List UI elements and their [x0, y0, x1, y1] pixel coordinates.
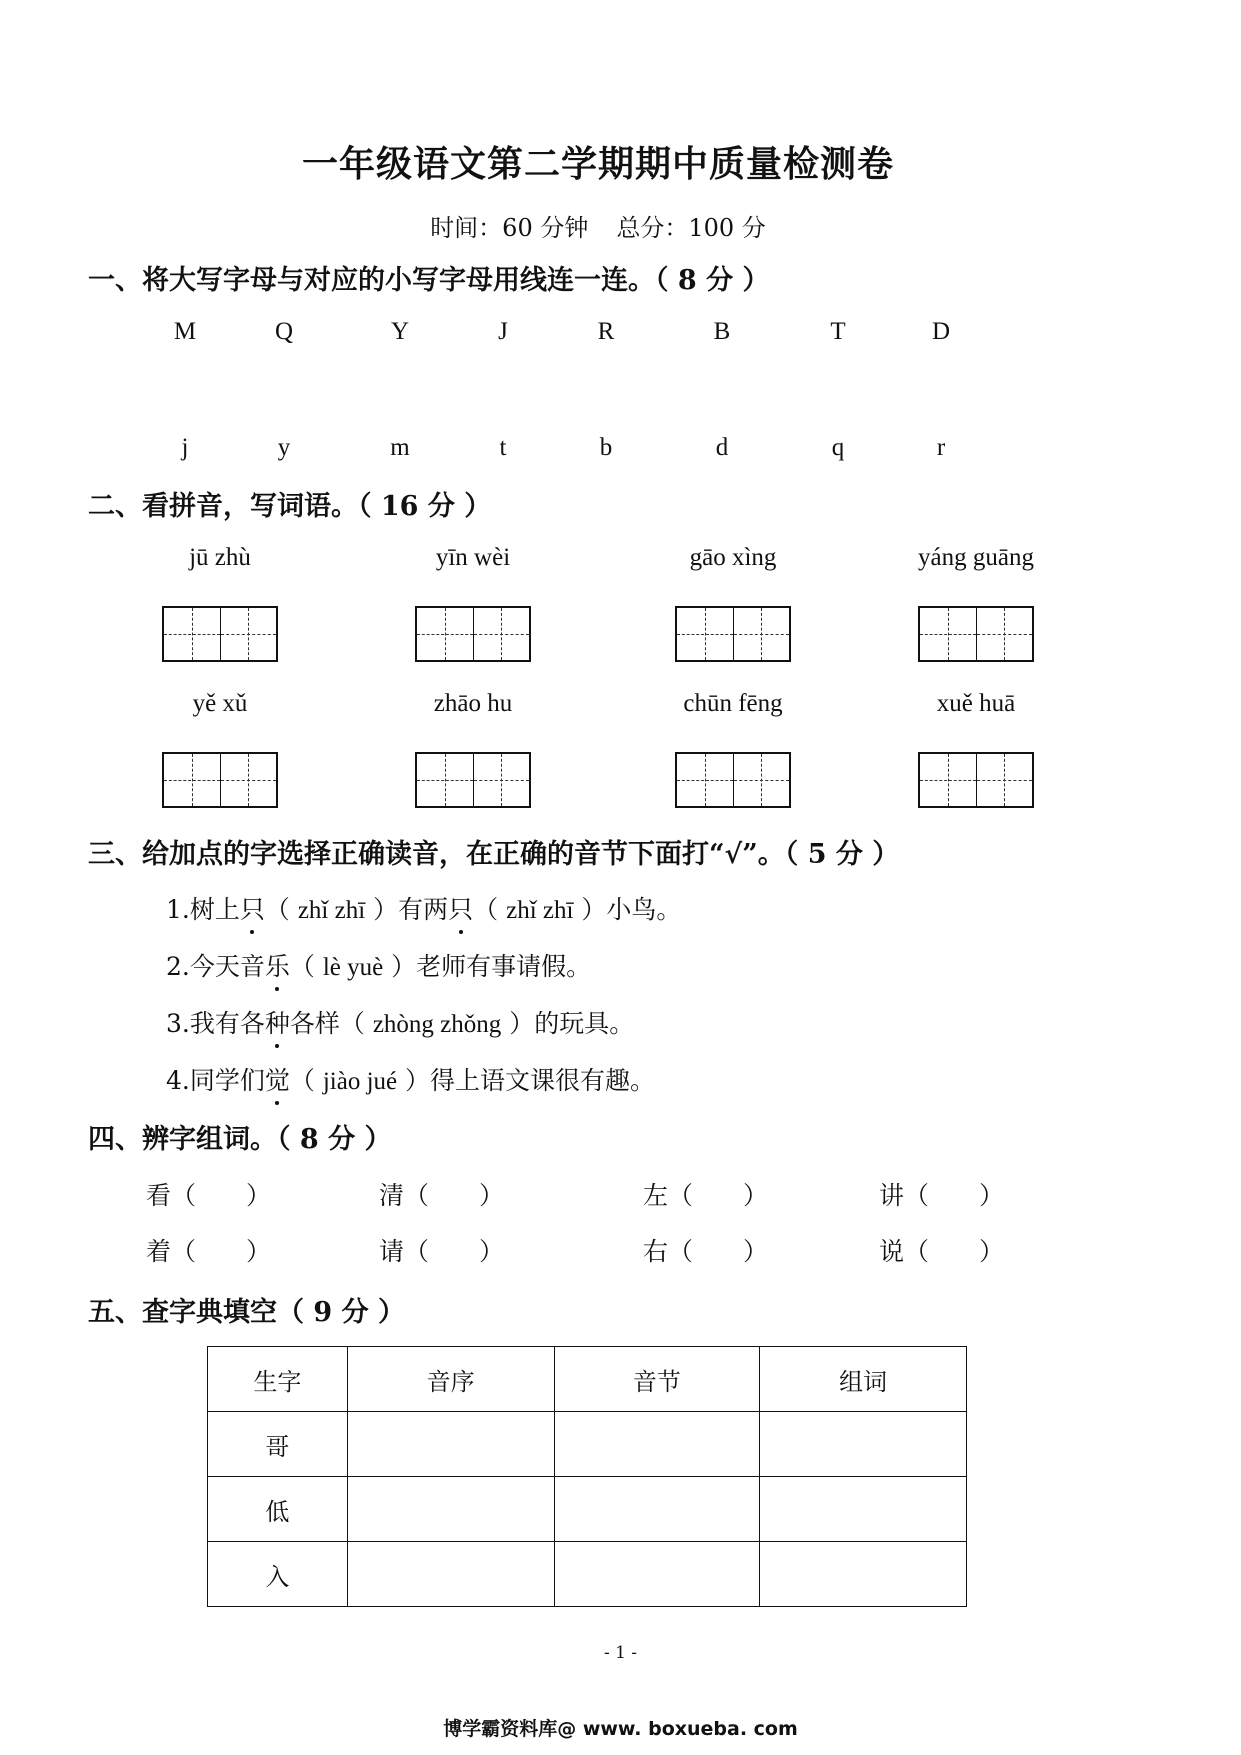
- lowercase-letter[interactable]: d: [715, 434, 729, 461]
- lowercase-letter[interactable]: y: [277, 434, 291, 461]
- word-pair-item: [379, 1176, 504, 1212]
- tian-zi-ge-cell[interactable]: [677, 754, 733, 806]
- uppercase-letter[interactable]: R: [597, 318, 615, 345]
- character-writing-box[interactable]: [675, 752, 791, 808]
- answer-blank[interactable]: （ ）: [668, 1181, 769, 1210]
- character-writing-box[interactable]: [162, 752, 278, 808]
- lowercase-letter[interactable]: r: [936, 434, 946, 461]
- pinyin-choices[interactable]: jiào jué: [322, 1068, 398, 1095]
- word-pair-item: [146, 1232, 271, 1268]
- word-pair-char: 着: [146, 1237, 172, 1266]
- answer-blank[interactable]: （ ）: [904, 1237, 1005, 1266]
- character-writing-box[interactable]: [162, 606, 278, 662]
- word-pair-char: 看: [146, 1181, 172, 1210]
- q3-item-1: 1.树上只（ zhǐ zhī ）有两只（ zhǐ zhī ）小鸟。: [166, 890, 681, 926]
- exam-total-score: 总分：100 分: [616, 214, 766, 242]
- pinyin-prompt: chūn fēng: [683, 690, 783, 717]
- q3-item-4: 4.同学们觉（ jiào jué ）得上语文课很有趣。: [166, 1061, 655, 1097]
- answer-cell[interactable]: [554, 1412, 760, 1477]
- word-pair-char: 请: [379, 1237, 405, 1266]
- tian-zi-ge-cell[interactable]: [473, 608, 530, 660]
- answer-blank[interactable]: （ ）: [404, 1181, 505, 1210]
- dotted-char: 只: [240, 890, 265, 926]
- answer-cell[interactable]: [554, 1542, 760, 1607]
- q3-item-3: 3.我有各种各样（ zhòng zhǒng ）的玩具。: [166, 1004, 634, 1040]
- table-char-cell: 入: [208, 1542, 348, 1607]
- tian-zi-ge-cell[interactable]: [920, 754, 976, 806]
- section-3-heading: 三、给加点的字选择正确读音，在正确的音节下面打“√”。（ 5 分 ）: [88, 839, 900, 870]
- lowercase-letter[interactable]: q: [831, 434, 845, 461]
- tian-zi-ge-cell[interactable]: [220, 608, 277, 660]
- character-writing-box[interactable]: [918, 752, 1034, 808]
- q3-item-2: 2.今天音乐（ lè yuè ）老师有事请假。: [166, 947, 591, 983]
- section-2-heading: 二、看拼音，写词语。（ 16 分 ）: [88, 491, 492, 522]
- lowercase-letter[interactable]: j: [181, 434, 189, 461]
- section-5-heading: 五、查字典填空（ 9 分 ）: [88, 1297, 405, 1328]
- character-writing-box[interactable]: [675, 606, 791, 662]
- table-header: 组词: [760, 1347, 967, 1412]
- section-4-heading: 四、辨字组词。（ 8 分 ）: [88, 1124, 392, 1155]
- exam-time: 时间：60 分钟: [430, 214, 589, 242]
- pinyin-prompt: zhāo hu: [433, 690, 513, 717]
- word-pair-char: 讲: [879, 1181, 905, 1210]
- tian-zi-ge-cell[interactable]: [417, 608, 473, 660]
- word-pair-item: [379, 1232, 504, 1268]
- lowercase-letter[interactable]: t: [499, 434, 507, 461]
- tian-zi-ge-cell[interactable]: [677, 608, 733, 660]
- section-1-heading: 一、将大写字母与对应的小写字母用线连一连。（ 8 分 ）: [88, 265, 770, 296]
- word-pair-char: 说: [879, 1237, 905, 1266]
- tian-zi-ge-cell[interactable]: [164, 754, 220, 806]
- table-header: 音节: [554, 1347, 760, 1412]
- pinyin-choices[interactable]: zhǐ zhī: [506, 897, 574, 924]
- dictionary-table: [207, 1346, 967, 1607]
- character-writing-box[interactable]: [918, 606, 1034, 662]
- table-row: [208, 1477, 967, 1542]
- pinyin-prompt: yīn wèi: [435, 544, 511, 571]
- character-writing-box[interactable]: [415, 606, 531, 662]
- word-pair-item: [643, 1176, 768, 1212]
- exam-info: [0, 208, 1196, 243]
- table-row: [208, 1412, 967, 1477]
- site-watermark: 博学霸资料库@ www. boxueba. com: [443, 1718, 798, 1740]
- pinyin-choices[interactable]: zhǐ zhī: [297, 897, 366, 924]
- answer-cell[interactable]: [760, 1542, 967, 1607]
- table-char-cell: 哥: [208, 1412, 348, 1477]
- character-writing-box[interactable]: [415, 752, 531, 808]
- answer-cell[interactable]: [554, 1477, 760, 1542]
- tian-zi-ge-cell[interactable]: [920, 608, 976, 660]
- word-pair-char: 左: [643, 1181, 669, 1210]
- dotted-char: 种: [265, 1004, 290, 1040]
- tian-zi-ge-cell[interactable]: [976, 608, 1033, 660]
- table-header: 音序: [347, 1347, 554, 1412]
- pinyin-choices[interactable]: lè yuè: [322, 954, 384, 981]
- table-row: [208, 1542, 967, 1607]
- tian-zi-ge-cell[interactable]: [733, 754, 790, 806]
- tian-zi-ge-cell[interactable]: [417, 754, 473, 806]
- answer-cell[interactable]: [760, 1412, 967, 1477]
- table-header: 生字: [208, 1347, 348, 1412]
- lowercase-letter[interactable]: b: [599, 434, 613, 461]
- answer-cell[interactable]: [760, 1477, 967, 1542]
- table-char-cell: 低: [208, 1477, 348, 1542]
- uppercase-letter[interactable]: Y: [390, 318, 410, 345]
- pinyin-prompt: jū zhù: [189, 544, 251, 571]
- word-pair-item: [879, 1232, 1004, 1268]
- answer-blank[interactable]: （ ）: [171, 1181, 272, 1210]
- word-pair-item: [879, 1176, 1004, 1212]
- tian-zi-ge-cell[interactable]: [473, 754, 530, 806]
- pinyin-prompt: xuě huā: [936, 690, 1016, 717]
- tian-zi-ge-cell[interactable]: [164, 608, 220, 660]
- word-pair-item: [146, 1176, 271, 1212]
- tian-zi-ge-cell[interactable]: [733, 608, 790, 660]
- dotted-char: 只: [448, 890, 473, 926]
- pinyin-prompt: yě xǔ: [192, 690, 248, 717]
- dotted-char: 乐: [265, 947, 290, 983]
- tian-zi-ge-cell[interactable]: [976, 754, 1033, 806]
- answer-blank[interactable]: （ ）: [904, 1181, 1005, 1210]
- uppercase-letter[interactable]: D: [931, 318, 951, 345]
- tian-zi-ge-cell[interactable]: [220, 754, 277, 806]
- page-number: - 1 -: [603, 1643, 638, 1663]
- uppercase-letter[interactable]: M: [173, 318, 197, 345]
- uppercase-letter[interactable]: B: [713, 318, 731, 345]
- answer-cell[interactable]: [347, 1542, 554, 1607]
- dotted-char: 觉: [265, 1061, 290, 1097]
- uppercase-letter[interactable]: Q: [274, 318, 294, 345]
- pinyin-prompt: yáng guāng: [918, 544, 1034, 571]
- table-header-row: [208, 1347, 967, 1412]
- lowercase-letter[interactable]: m: [390, 434, 410, 461]
- pinyin-prompt: gāo xìng: [689, 544, 777, 571]
- word-pair-item: [643, 1232, 768, 1268]
- uppercase-letter[interactable]: T: [830, 318, 846, 345]
- word-pair-char: 清: [379, 1181, 405, 1210]
- pinyin-choices[interactable]: zhòng zhǒng: [372, 1011, 502, 1038]
- answer-cell[interactable]: [347, 1412, 554, 1477]
- answer-cell[interactable]: [347, 1477, 554, 1542]
- page-title: 一年级语文第二学期期中质量检测卷: [301, 143, 894, 185]
- answer-blank[interactable]: （ ）: [404, 1237, 505, 1266]
- word-pair-char: 右: [643, 1237, 669, 1266]
- answer-blank[interactable]: （ ）: [171, 1237, 272, 1266]
- answer-blank[interactable]: （ ）: [668, 1237, 769, 1266]
- uppercase-letter[interactable]: J: [498, 318, 508, 345]
